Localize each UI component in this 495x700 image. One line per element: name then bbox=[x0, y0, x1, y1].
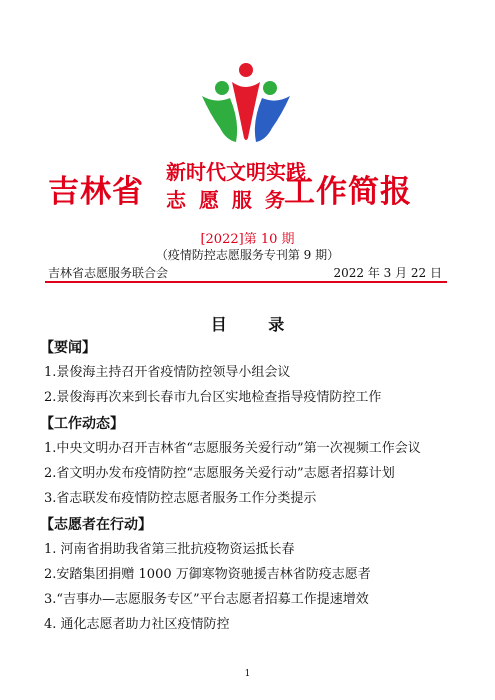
toc-section-heading-volunteers: 【志愿者在行动】 bbox=[40, 517, 152, 533]
logo-figure-green-left bbox=[202, 96, 237, 142]
toc-section-heading-work: 【工作动态】 bbox=[40, 416, 124, 432]
toc-item[interactable]: 1. 河南省捐助我省第三批抗疫物资运抵长春 bbox=[44, 542, 295, 557]
logo-head-green-left bbox=[215, 81, 229, 95]
toc-item[interactable]: 1.中央文明办召开吉林省“志愿服务关爱行动”第一次视频工作会议 bbox=[44, 441, 421, 456]
toc-item[interactable]: 4. 通化志愿者助力社区疫情防控 bbox=[44, 617, 230, 632]
special-issue-note: （疫情防控志愿服务专刊第 9 期） bbox=[155, 248, 340, 262]
logo-figure-blue-right bbox=[255, 96, 290, 142]
issue-date: 2022 年 3 月 22 日 bbox=[333, 266, 442, 280]
masthead-province: 吉林省 bbox=[48, 174, 144, 210]
toc-section-heading-news: 【要闻】 bbox=[40, 340, 96, 356]
toc-item[interactable]: 2.安踏集团捐赠 1000 万御寒物资驰援吉林省防疫志愿者 bbox=[44, 567, 371, 582]
toc-title: 目 录 bbox=[210, 315, 303, 334]
toc-item[interactable]: 2.省文明办发布疫情防控“志愿服务关爱行动”志愿者招募计划 bbox=[44, 466, 395, 481]
red-divider bbox=[45, 281, 447, 283]
logo-head-red bbox=[239, 63, 253, 77]
toc-item[interactable]: 3.省志联发布疫情防控志愿者服务工作分类提示 bbox=[44, 491, 317, 506]
toc-item[interactable]: 1.景俊海主持召开省疫情防控领导小组会议 bbox=[44, 365, 291, 380]
issue-number: [2022]第 10 期 bbox=[200, 232, 295, 247]
publisher: 吉林省志愿服务联合会 bbox=[48, 266, 169, 280]
table-of-contents bbox=[40, 334, 460, 637]
masthead-subtitle-bottom: 志 愿 服 务 bbox=[166, 188, 288, 212]
toc-item[interactable]: 3.“吉事办—志愿服务专区”平台志愿者招募工作提速增效 bbox=[44, 592, 369, 607]
masthead-subtitle-top: 新时代文明实践 bbox=[166, 160, 306, 184]
masthead-title: 工作简报 bbox=[284, 174, 412, 210]
page-number: 1 bbox=[244, 669, 251, 679]
toc-item[interactable]: 2.景俊海再次来到长春市九台区实地检查指导疫情防控工作 bbox=[44, 390, 382, 405]
volunteer-logo bbox=[196, 62, 296, 146]
logo-head-green-right bbox=[263, 81, 277, 95]
